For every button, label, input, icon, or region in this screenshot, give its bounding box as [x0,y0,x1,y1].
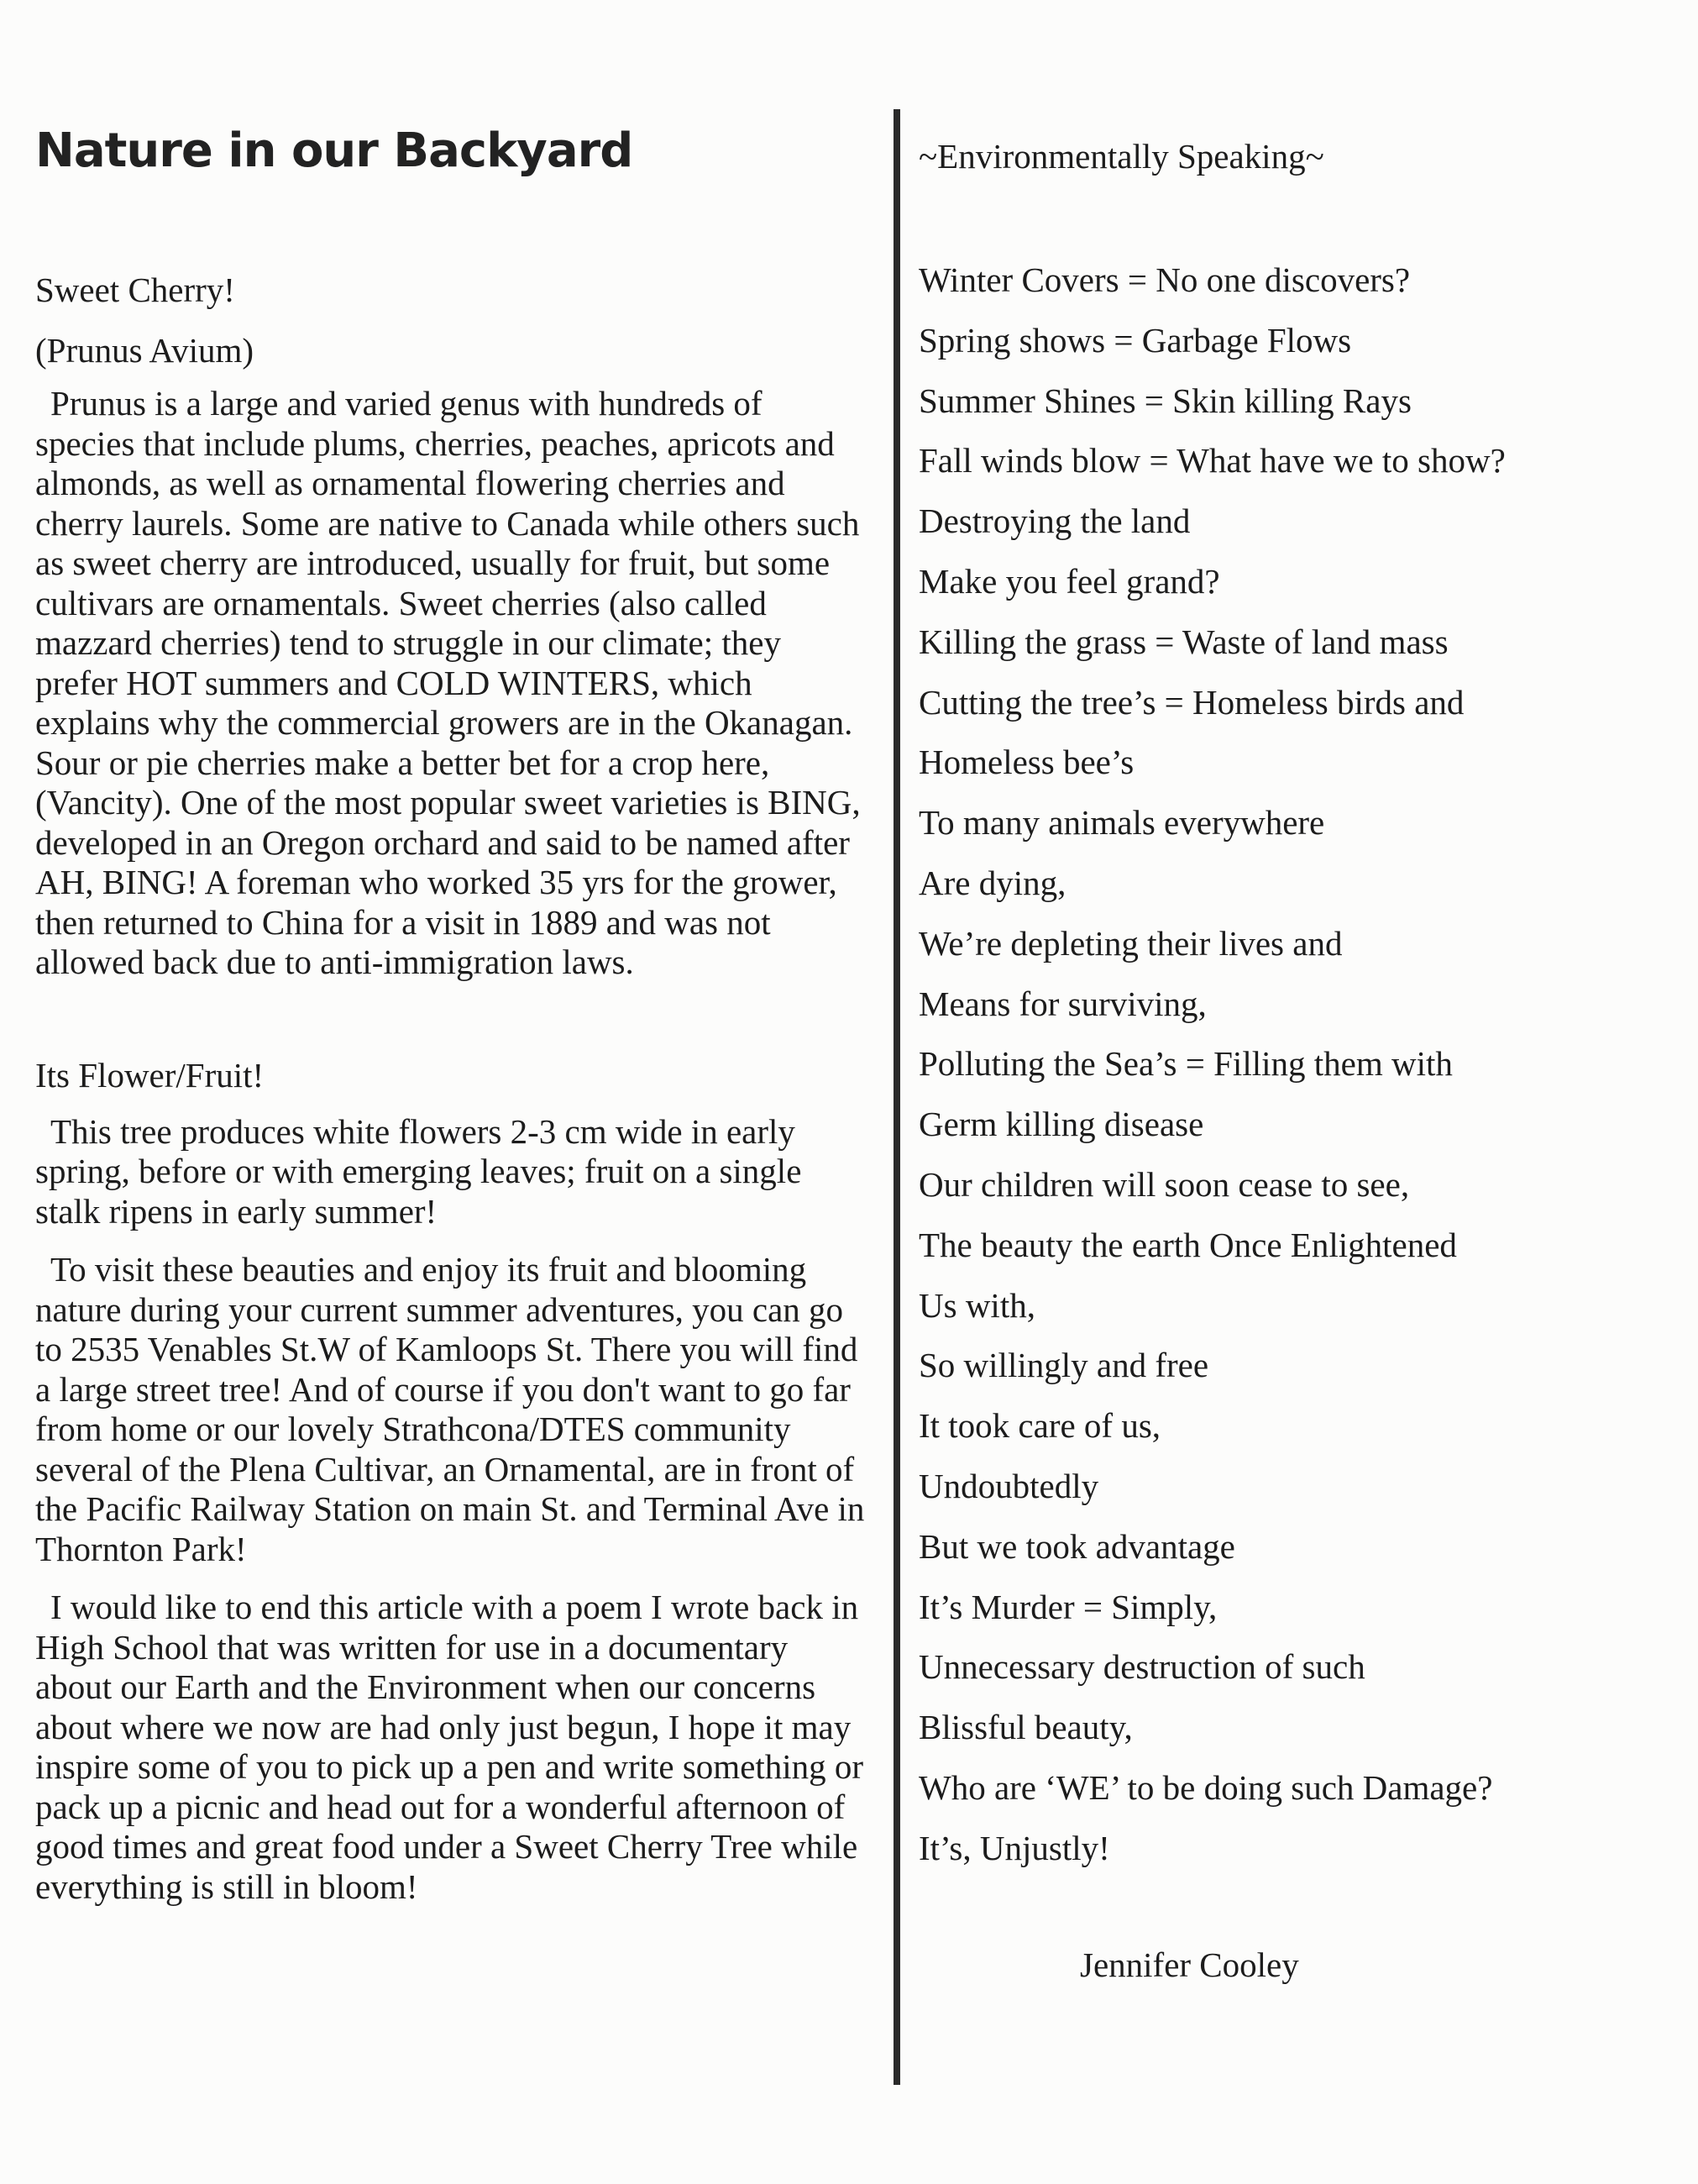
poem-line: Fall winds blow = What have we to show? [919,441,1506,480]
poem-title: ~Environmentally Speaking~ [919,137,1324,176]
poem-line: Make you feel grand? [919,561,1220,601]
column-divider [894,109,900,2085]
poem-line: Undoubtedly [919,1466,1099,1505]
poem-line: Us with, [919,1285,1035,1325]
poem-line: Unnecessary destruction of such [919,1647,1365,1687]
section-spacer [35,983,867,1050]
poem-line: To many animals everywhere [919,803,1325,843]
poem-line: Our children will soon cease to see, [919,1164,1410,1204]
scientific-name: (Prunus Avium) [35,331,254,370]
article-heading: Sweet Cherry! [35,270,235,309]
poem-line: It’s Murder = Simply, [919,1587,1218,1626]
poem [919,250,1674,1879]
poem-line: We’re depleting their lives and [919,923,1343,963]
article-paragraph-4: I would like to end this article with a poem I wrote back in High School that was written for use in a documentary about our Earth and the Environment when our concerns about where we now are had only just begun, I hope it may inspire some of you to pick up a pen and write something or pack up a picnic and head out for a wonderful afternoon of good times and great food under a Sweet Cherry Tree while everything is still in bloom! [35,1588,864,1906]
page-title: Nature in our Backyard [35,123,633,178]
poem-line: Homeless bee’s [919,743,1135,782]
poem-line: Destroying the land [919,501,1191,541]
poem-line: The beauty the earth Once Enlightened [919,1225,1457,1264]
poem-line: Means for surviving, [919,984,1207,1023]
author-name: Jennifer Cooley [1080,1945,1299,1984]
poem-line: Killing the grass = Waste of land mass [919,622,1449,661]
poem-line: Spring shows = Garbage Flows [919,320,1352,360]
poem-line: Winter Covers = No one discovers? [919,260,1411,299]
article-subheading: Its Flower/Fruit! [35,1055,265,1095]
poem-line: Are dying, [919,863,1066,902]
poem-line: Blissful beauty, [919,1708,1133,1747]
article-paragraph-2: This tree produces white flowers 2-3 cm wide in early spring, before or with emerging leaves; fruit on a single stalk ripens in early summer! [35,1111,802,1231]
poem-line: It took care of us, [919,1406,1161,1446]
article-paragraph-1: Prunus is a large and varied genus with hundreds of species that include plums, cherries, peaches, apricots and almonds, as well as ornamental flowering cherries and cherry laurels. Some are native to Canada while others such as sweet cherry are introduced, usually for fruit, but some cultivars are ornamentals. Sweet cherries (also called mazzard cherries) tend to struggle in our climate; they prefer HOT summers and COLD WINTERS, which explains why the commercial growers are in the Okanagan. Sour or pie cherries make a better bet for a crop here, (Vancity). One of the most popular sweet varieties is BING, developed in an Oregon orchard and said to be named after AH, BING! A foreman who worked 35 yrs for the grower, then returned to China for a visit in 1889 and was not allowed back due to anti-immigration laws. [35,384,861,981]
left-column [35,118,867,1907]
poem-line: Cutting the tree’s = Homeless birds and [919,682,1465,722]
poem-line: Germ killing disease [919,1105,1204,1144]
poem-line: Summer Shines = Skin killing Rays [919,381,1412,420]
right-column [919,126,1674,1990]
cherry-article [35,265,867,1907]
poem-line: So willingly and free [919,1346,1209,1385]
poem-line: Polluting the Sea’s = Filling them with [919,1044,1453,1084]
poem-line: But we took advantage [919,1526,1235,1566]
poem-line: Who are ‘WE’ to be doing such Damage? [919,1767,1493,1807]
article-paragraph-3: To visit these beauties and enjoy its fruit and blooming nature during your current summer adventures, you can go to 2535 Venables St.W of Kamloops St. There you will find a large street tree! And of course if you don't want to go far from home or our lovely Strathcona/DTES community several of the Plena Cultivar, an Ornamental, are in front of the Pacific Railway Station on main St. and Terminal Ave in Thornton Park! [35,1250,865,1568]
poem-line: It’s, Unjustly! [919,1828,1110,1867]
